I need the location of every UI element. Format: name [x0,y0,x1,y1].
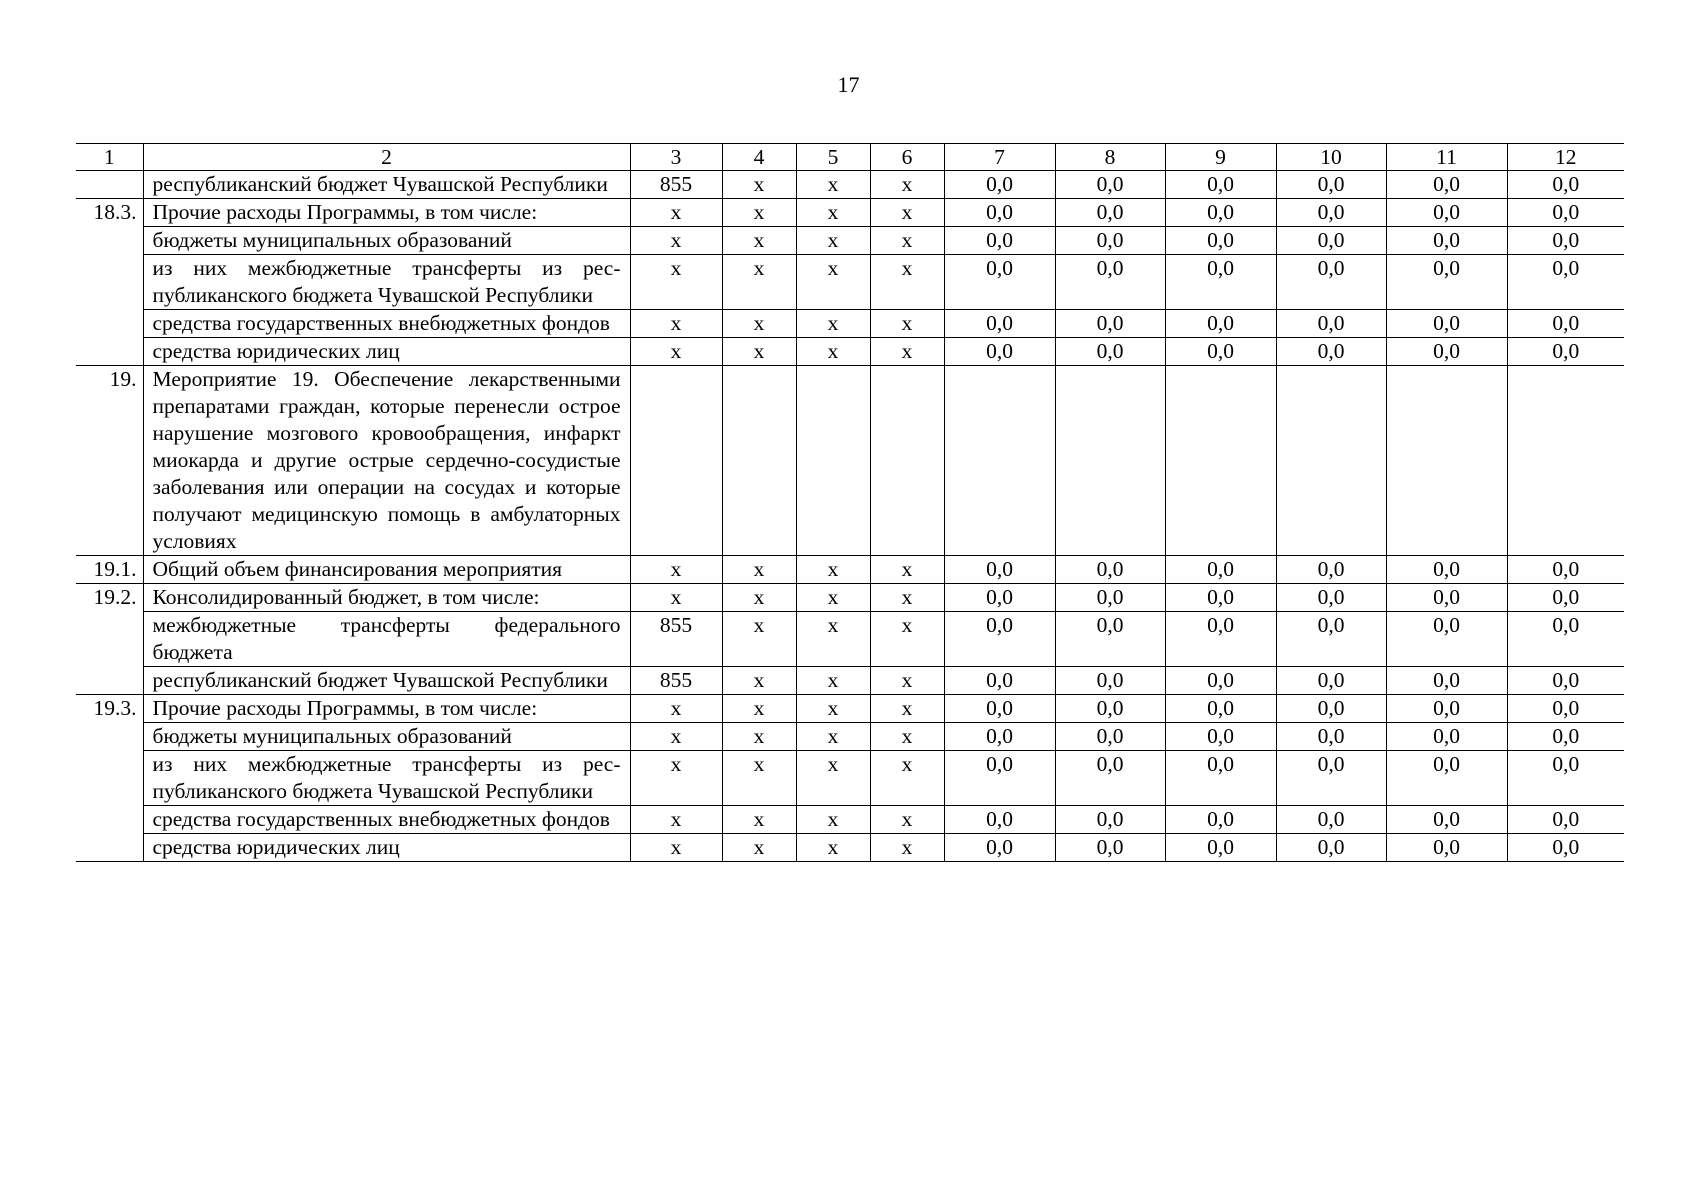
cell-value: 0,0 [1276,723,1386,751]
cell-col4: х [722,338,796,366]
cell-col4: х [722,695,796,723]
cell-col6: х [870,723,944,751]
cell-col3: х [630,556,722,584]
row-number [76,751,143,806]
cell-value: 0,0 [944,310,1055,338]
cell-col5 [796,366,870,556]
cell-col5: х [796,695,870,723]
table-header-row [76,144,1624,171]
cell-col5: х [796,227,870,255]
cell-value: 0,0 [1165,338,1276,366]
cell-value: 0,0 [1386,199,1507,227]
cell-value: 0,0 [1507,338,1624,366]
cell-value: 0,0 [1386,227,1507,255]
cell-value: 0,0 [944,612,1055,667]
row-number [76,667,143,695]
row-number [76,171,143,199]
cell-col6: х [870,556,944,584]
cell-value: 0,0 [1386,255,1507,310]
cell-col5: х [796,751,870,806]
cell-value [1507,366,1624,556]
cell-value: 0,0 [1055,751,1165,806]
row-number [76,723,143,751]
cell-col6: х [870,695,944,723]
cell-value: 0,0 [944,806,1055,834]
cell-value: 0,0 [1386,612,1507,667]
cell-value: 0,0 [1165,723,1276,751]
row-description: Консолидированный бюджет, в том числе: [143,584,630,612]
cell-value: 0,0 [1276,584,1386,612]
cell-col3: х [630,806,722,834]
cell-value: 0,0 [944,667,1055,695]
cell-value: 0,0 [1165,834,1276,862]
table-row [76,667,1624,695]
cell-value: 0,0 [1507,723,1624,751]
cell-value [944,366,1055,556]
cell-col5: х [796,667,870,695]
cell-col3: х [630,255,722,310]
header-cell: 1 [76,144,143,171]
row-number [76,255,143,310]
cell-col4: х [722,834,796,862]
row-description: Прочие расходы Программы, в том числе: [143,695,630,723]
cell-value: 0,0 [1055,667,1165,695]
cell-col3 [630,366,722,556]
cell-value: 0,0 [1055,612,1165,667]
cell-col4: х [722,751,796,806]
table-row [76,199,1624,227]
row-description: межбюджетные трансферты федерального бюджета [143,612,630,667]
cell-col5: х [796,723,870,751]
cell-col6: х [870,310,944,338]
table-row [76,612,1624,667]
cell-value: 0,0 [1276,834,1386,862]
row-description: Мероприятие 19. Обеспечение лекарственными препаратами граждан, которые перенесли острое нарушение мозгового кровообращения, инфаркт миокарда и другие острые сердечно-сосудистые заболевания или операции на сосудах и которые получают медицинскую помощь в амбулаторных условиях [143,366,630,556]
cell-col4: х [722,227,796,255]
cell-value: 0,0 [1276,255,1386,310]
cell-value: 0,0 [1386,584,1507,612]
header-cell: 7 [944,144,1055,171]
cell-col4: х [722,584,796,612]
cell-value: 0,0 [1055,227,1165,255]
cell-value: 0,0 [1165,556,1276,584]
cell-value: 0,0 [1507,612,1624,667]
cell-value: 0,0 [944,834,1055,862]
table-row [76,834,1624,862]
cell-value: 0,0 [944,584,1055,612]
row-number: 19.2. [76,584,143,612]
page-number: 17 [837,72,860,97]
row-number [76,806,143,834]
cell-value: 0,0 [1165,199,1276,227]
cell-value: 0,0 [1507,199,1624,227]
row-number: 19.3. [76,695,143,723]
cell-col5: х [796,584,870,612]
table-row [76,171,1624,199]
row-number [76,338,143,366]
table-row [76,584,1624,612]
table-row [76,806,1624,834]
row-description: бюджеты муниципальных образований [143,227,630,255]
cell-value: 0,0 [1386,695,1507,723]
cell-value [1276,366,1386,556]
cell-value: 0,0 [1055,584,1165,612]
row-description: средства юридических лиц [143,338,630,366]
table-row [76,310,1624,338]
cell-value: 0,0 [1276,695,1386,723]
row-description: Общий объем финансирования мероприятия [143,556,630,584]
cell-value: 0,0 [944,695,1055,723]
cell-value: 0,0 [944,556,1055,584]
cell-value: 0,0 [1276,751,1386,806]
cell-col5: х [796,310,870,338]
cell-col4: х [722,255,796,310]
row-description: Прочие расходы Программы, в том числе: [143,199,630,227]
cell-value: 0,0 [1055,255,1165,310]
cell-col3: 855 [630,667,722,695]
table-row [76,227,1624,255]
header-cell: 3 [630,144,722,171]
cell-value: 0,0 [1276,667,1386,695]
header-cell: 6 [870,144,944,171]
cell-col5: х [796,556,870,584]
cell-col5: х [796,255,870,310]
cell-value: 0,0 [1055,199,1165,227]
table-row [76,695,1624,723]
cell-value: 0,0 [1165,695,1276,723]
cell-col3: х [630,338,722,366]
cell-value: 0,0 [1276,171,1386,199]
cell-value: 0,0 [1165,806,1276,834]
cell-col3: х [630,751,722,806]
cell-col6: х [870,806,944,834]
budget-table [76,143,1624,862]
row-number [76,310,143,338]
cell-value: 0,0 [1055,806,1165,834]
cell-value: 0,0 [1165,584,1276,612]
cell-value [1165,366,1276,556]
row-number [76,612,143,667]
header-cell: 12 [1507,144,1624,171]
cell-col4: х [722,199,796,227]
cell-value: 0,0 [1507,667,1624,695]
cell-col3: 855 [630,612,722,667]
cell-value: 0,0 [1507,227,1624,255]
cell-col6: х [870,199,944,227]
cell-value: 0,0 [1276,556,1386,584]
cell-value: 0,0 [1055,310,1165,338]
cell-col6: х [870,171,944,199]
cell-value: 0,0 [1055,556,1165,584]
cell-col5: х [796,612,870,667]
cell-value: 0,0 [1055,338,1165,366]
cell-col3: 855 [630,171,722,199]
cell-value: 0,0 [1386,667,1507,695]
cell-value: 0,0 [1386,338,1507,366]
cell-value: 0,0 [944,227,1055,255]
table-row [76,338,1624,366]
row-number [76,227,143,255]
row-description: средства юридических лиц [143,834,630,862]
cell-value: 0,0 [1165,667,1276,695]
cell-col5: х [796,834,870,862]
cell-col3: х [630,584,722,612]
cell-col4: х [722,556,796,584]
cell-value: 0,0 [1386,806,1507,834]
cell-value: 0,0 [1386,171,1507,199]
cell-col6: х [870,255,944,310]
cell-col5: х [796,199,870,227]
row-description: республиканский бюджет Чувашской Республики [143,667,630,695]
header-cell: 10 [1276,144,1386,171]
cell-value: 0,0 [1507,556,1624,584]
cell-value: 0,0 [1507,310,1624,338]
cell-value: 0,0 [1507,834,1624,862]
row-number: 19. [76,366,143,556]
cell-value [1386,366,1507,556]
cell-value: 0,0 [944,199,1055,227]
cell-value: 0,0 [1276,310,1386,338]
cell-col6: х [870,612,944,667]
cell-col3: х [630,695,722,723]
cell-col4: х [722,310,796,338]
cell-value: 0,0 [1276,806,1386,834]
row-description: бюджеты муниципальных образований [143,723,630,751]
cell-value: 0,0 [944,338,1055,366]
cell-col6: х [870,667,944,695]
cell-col4 [722,366,796,556]
table-row [76,723,1624,751]
cell-value: 0,0 [1165,310,1276,338]
header-cell: 2 [143,144,630,171]
cell-value: 0,0 [1386,751,1507,806]
header-cell: 5 [796,144,870,171]
cell-value: 0,0 [1165,612,1276,667]
cell-col6: х [870,584,944,612]
table-body [76,171,1624,862]
row-number: 18.3. [76,199,143,227]
cell-value: 0,0 [1386,834,1507,862]
table-row [76,366,1624,556]
header-cell: 9 [1165,144,1276,171]
cell-value: 0,0 [1055,723,1165,751]
cell-value: 0,0 [1386,310,1507,338]
cell-value: 0,0 [1276,338,1386,366]
cell-col4: х [722,667,796,695]
cell-col3: х [630,227,722,255]
row-description: республиканский бюджет Чувашской Республики [143,171,630,199]
cell-value: 0,0 [1276,612,1386,667]
table-row [76,255,1624,310]
cell-value: 0,0 [1386,723,1507,751]
cell-col4: х [722,612,796,667]
cell-col3: х [630,834,722,862]
cell-value: 0,0 [944,751,1055,806]
cell-col3: х [630,310,722,338]
cell-col6: х [870,751,944,806]
cell-value: 0,0 [1165,171,1276,199]
cell-col3: х [630,723,722,751]
cell-col4: х [722,806,796,834]
cell-value: 0,0 [1055,695,1165,723]
header-cell: 4 [722,144,796,171]
cell-col4: х [722,171,796,199]
header-cell: 8 [1055,144,1165,171]
cell-value: 0,0 [1507,695,1624,723]
cell-value: 0,0 [1507,806,1624,834]
cell-value: 0,0 [944,255,1055,310]
cell-col5: х [796,171,870,199]
cell-value: 0,0 [1386,556,1507,584]
cell-col5: х [796,806,870,834]
row-number: 19.1. [76,556,143,584]
cell-value: 0,0 [1055,171,1165,199]
table-row [76,556,1624,584]
cell-value: 0,0 [1507,751,1624,806]
row-description: средства государственных внебюджетных фондов [143,806,630,834]
row-description: средства государственных внебюджетных фондов [143,310,630,338]
cell-value: 0,0 [1507,255,1624,310]
cell-value: 0,0 [1507,584,1624,612]
cell-value: 0,0 [1507,171,1624,199]
cell-value: 0,0 [1276,227,1386,255]
cell-col5: х [796,338,870,366]
row-description: из них межбюджетные трансферты из республиканского бюджета Чувашской Республики [143,255,630,310]
cell-col6: х [870,338,944,366]
cell-value: 0,0 [1165,255,1276,310]
header-cell: 11 [1386,144,1507,171]
cell-col6: х [870,834,944,862]
cell-value: 0,0 [944,171,1055,199]
cell-col6 [870,366,944,556]
table-row [76,751,1624,806]
cell-col3: х [630,199,722,227]
cell-value: 0,0 [1165,751,1276,806]
cell-value: 0,0 [1276,199,1386,227]
row-description: из них межбюджетные трансферты из республиканского бюджета Чувашской Республики [143,751,630,806]
cell-col4: х [722,723,796,751]
cell-value: 0,0 [944,723,1055,751]
row-number [76,834,143,862]
cell-value [1055,366,1165,556]
cell-value: 0,0 [1165,227,1276,255]
cell-col6: х [870,227,944,255]
cell-value: 0,0 [1055,834,1165,862]
